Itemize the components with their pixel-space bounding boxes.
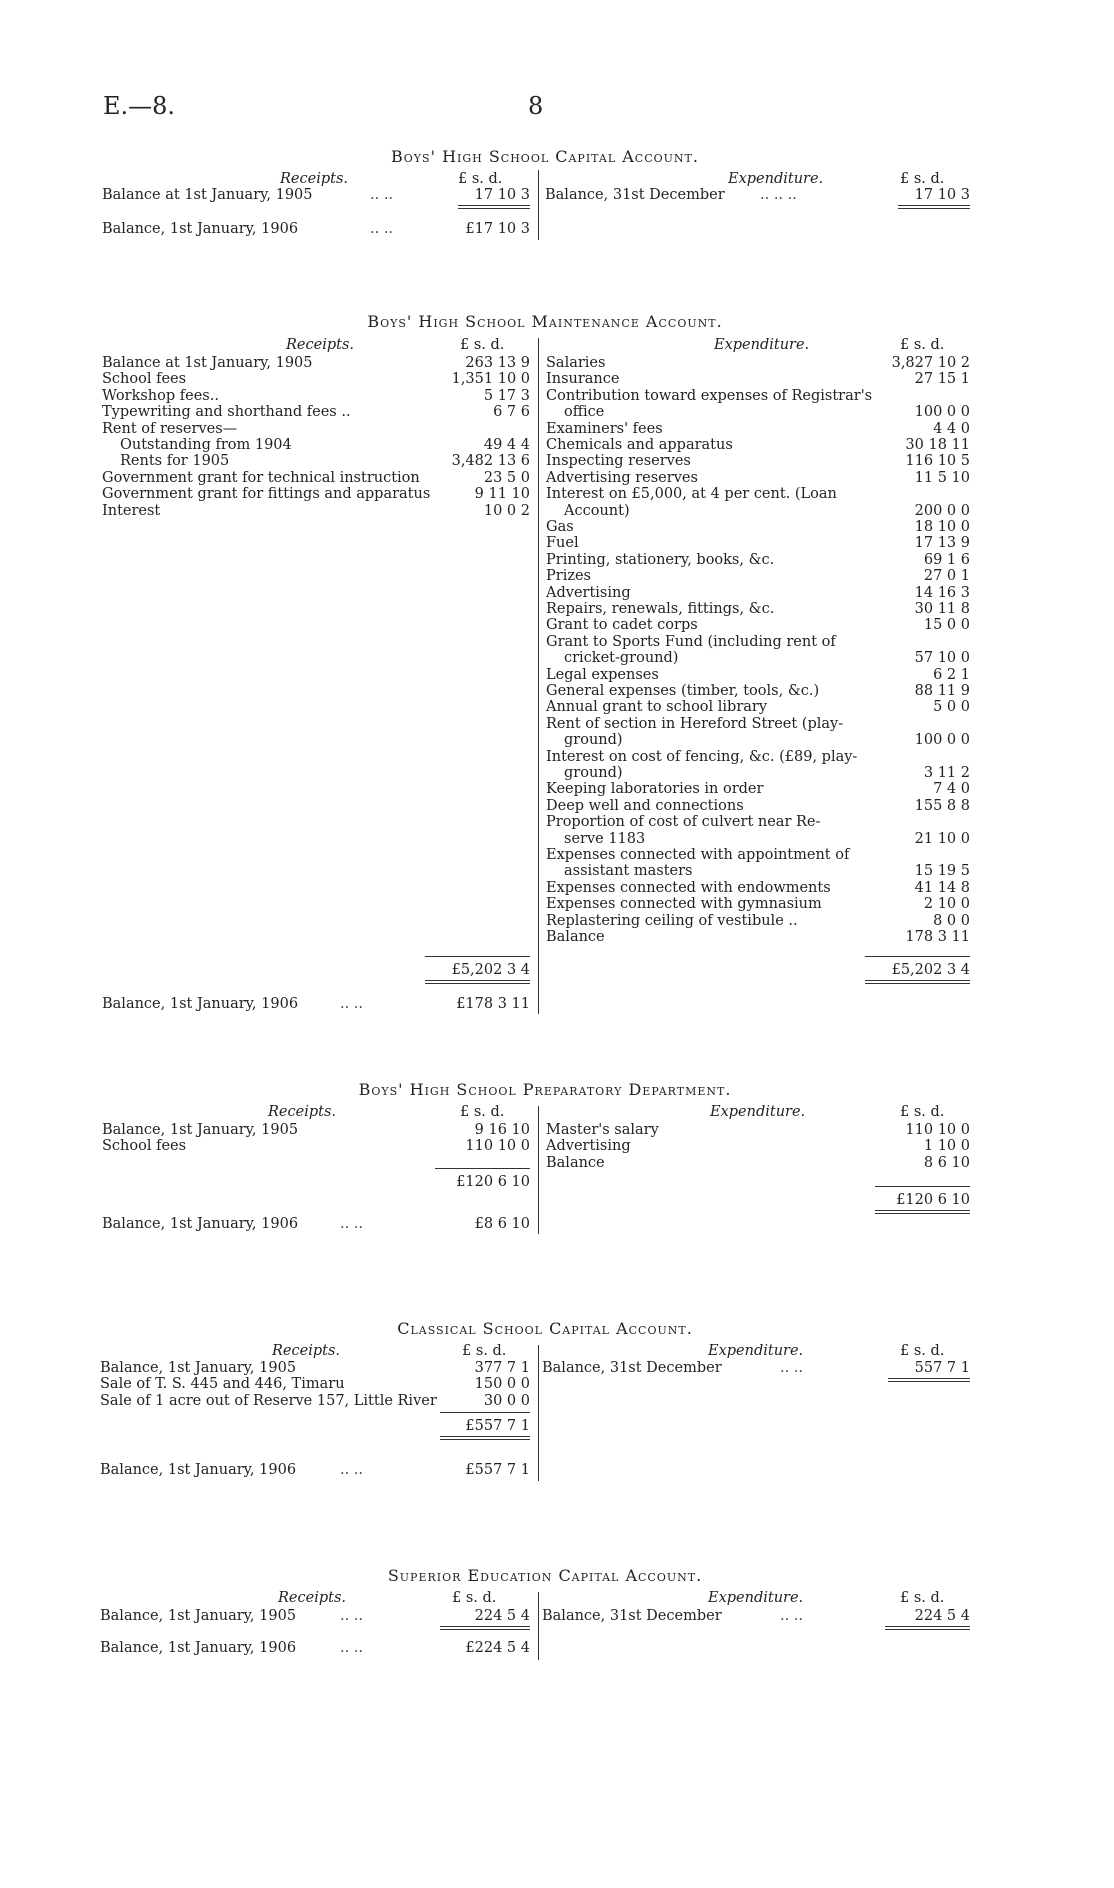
money-head: £ s. d. xyxy=(452,1590,497,1606)
receipt-row: Balance at 1st January, 1905 xyxy=(102,187,313,203)
ledger-label: Fuel xyxy=(546,535,579,552)
page-number: 8 xyxy=(528,92,544,120)
ledger-label: Chemicals and apparatus xyxy=(546,437,733,453)
leader-dots: .. .. xyxy=(780,1360,804,1376)
ledger-label: Government grant for fittings and apparatus xyxy=(102,486,431,503)
ledger-label: office xyxy=(564,404,605,421)
total-receipts: £5,202 3 4 xyxy=(451,962,530,978)
expenditure-head: Expenditure. xyxy=(708,1590,804,1606)
money-head: £ s. d. xyxy=(460,337,505,353)
total-rule xyxy=(898,205,970,209)
leader-dots: .. .. xyxy=(780,1608,804,1624)
closing-amount: £224 5 4 xyxy=(465,1640,530,1656)
expenditure-head: Expenditure. xyxy=(710,1104,806,1120)
ledger-amount: 11 5 10 xyxy=(914,469,970,486)
ledger-amount: 6 7 6 xyxy=(493,404,530,421)
ledger-amount: 10 0 2 xyxy=(483,502,530,519)
ledger-label: Keeping laboratories in order xyxy=(546,781,764,798)
ledger-amount: 27 15 1 xyxy=(914,371,970,388)
ledger-amount: 8 0 0 xyxy=(933,912,970,929)
expenditure-amount: 557 7 1 xyxy=(914,1360,970,1376)
ledger-amount: 200 0 0 xyxy=(914,502,970,519)
expenditure-row: Balance, 31st December xyxy=(545,187,725,203)
ledger-label: Examiners' fees xyxy=(546,420,663,437)
expenditure-amount: 224 5 4 xyxy=(914,1608,970,1624)
receipts-head: Receipts. xyxy=(268,1104,336,1120)
ledger-label: Insurance xyxy=(546,371,620,388)
ledger-label: Printing, stationery, books, &c. xyxy=(546,551,775,568)
ledger-label: Rent of section in Hereford Street (play- xyxy=(546,715,844,732)
closing-amount: £557 7 1 xyxy=(465,1462,530,1478)
ledger-amount: 1,351 10 0 xyxy=(451,371,530,388)
ledger-label: Balance xyxy=(546,929,605,945)
ledger-label: Contribution toward expenses of Registrar's xyxy=(546,387,873,404)
closing-amount: £8 6 10 xyxy=(474,1216,530,1232)
ledger-amount: 5 0 0 xyxy=(933,699,970,716)
ledger-label: Salaries xyxy=(546,355,606,371)
ledger-amount: 7 4 0 xyxy=(933,781,970,798)
column-divider xyxy=(538,1106,539,1234)
ledger-label: Grant to Sports Fund (including rent of xyxy=(546,633,836,650)
leader-dots: .. .. .. xyxy=(760,187,797,203)
ledger-amount: 150 0 0 xyxy=(474,1376,530,1393)
expenditure-head: Expenditure. xyxy=(708,1343,804,1359)
total-receipts: £120 6 10 xyxy=(456,1174,530,1190)
ledger-amount: 41 14 8 xyxy=(914,879,970,896)
ledger-label: Grant to cadet corps xyxy=(546,617,698,634)
ledger-amount: 9 16 10 xyxy=(474,1122,530,1138)
ledger-label: Expenses connected with endowments xyxy=(546,879,831,896)
closing-balance: Balance, 1st January, 1906 xyxy=(102,996,299,1012)
ledger-label: Deep well and connections xyxy=(546,797,744,814)
ledger-amount: 18 10 0 xyxy=(914,519,970,535)
ledger-amount: 155 8 8 xyxy=(914,797,970,814)
ledger-label: Expenses connected with gymnasium xyxy=(546,896,822,913)
expenditure-row: Balance, 31st December xyxy=(542,1360,722,1376)
closing-balance: Balance, 1st January, 1906 xyxy=(100,1462,297,1478)
ledger-amount: 110 10 0 xyxy=(465,1138,530,1155)
total-rule xyxy=(440,1626,530,1630)
subtotal-rule xyxy=(875,1186,970,1187)
ledger-amount: 30 0 0 xyxy=(483,1392,530,1409)
receipt-amount: 224 5 4 xyxy=(474,1608,530,1624)
ledger-label: Interest on cost of fencing, &c. (£89, play- xyxy=(546,748,858,765)
money-head: £ s. d. xyxy=(900,337,945,353)
ledger-label: Account) xyxy=(564,502,630,519)
ledger-amount: 27 0 1 xyxy=(923,568,970,585)
column-divider xyxy=(538,170,539,240)
page-series: E.—8. xyxy=(103,92,176,120)
money-head: £ s. d. xyxy=(462,1343,507,1359)
ledger-label: Interest xyxy=(102,502,161,519)
ledger-amount: 88 11 9 xyxy=(914,683,970,699)
column-divider xyxy=(538,1345,539,1481)
ledger-label: Balance at 1st January, 1905 xyxy=(102,355,313,371)
ledger-label: School fees xyxy=(102,371,187,388)
ledger-amount: 69 1 6 xyxy=(923,551,970,568)
title-capital: Boys' High School Capital Account. xyxy=(391,147,699,166)
closing-balance: Balance, 1st January, 1906 xyxy=(102,1216,299,1232)
ledger-label: Advertising xyxy=(546,1138,631,1155)
expenditure-row: Balance, 31st December xyxy=(542,1608,722,1624)
receipts-head: Receipts. xyxy=(278,1590,346,1606)
leader-dots: .. .. xyxy=(340,1462,364,1478)
ledger-label: Legal expenses xyxy=(546,666,659,683)
ledger-amount: 30 11 8 xyxy=(914,601,970,617)
money-head: £ s. d. xyxy=(458,171,503,187)
ledger-label: Balance xyxy=(546,1154,605,1171)
ledger-label: Master's salary xyxy=(546,1122,659,1138)
total-expenditure: £120 6 10 xyxy=(896,1192,970,1208)
leader-dots: .. .. xyxy=(340,1608,364,1624)
money-head: £ s. d. xyxy=(900,1343,945,1359)
ledger-label: Sale of 1 acre out of Reserve 157, Little River xyxy=(100,1392,437,1409)
total-rule xyxy=(865,980,970,984)
ledger-label: Typewriting and shorthand fees .. xyxy=(102,404,351,421)
ledger-amount: 15 19 5 xyxy=(914,863,970,880)
ledger-label: General expenses (timber, tools, &c.) xyxy=(546,683,820,699)
ledger-amount: 5 17 3 xyxy=(483,387,530,404)
subtotal-rule xyxy=(425,956,530,957)
ledger-amount: 6 2 1 xyxy=(933,666,970,683)
total-rule xyxy=(425,980,530,984)
ledger-amount: 57 10 0 xyxy=(914,650,970,667)
ledger-amount: 49 4 4 xyxy=(483,437,530,453)
ledger-label: Advertising reserves xyxy=(546,469,698,486)
closing-balance: Balance, 1st January, 1906 xyxy=(102,221,299,237)
ledger-amount: 110 10 0 xyxy=(905,1122,970,1138)
title-classical: Classical School Capital Account. xyxy=(397,1319,693,1338)
title-superior: Superior Education Capital Account. xyxy=(387,1566,703,1585)
money-head: £ s. d. xyxy=(900,1104,945,1120)
ledger-amount: 1 10 0 xyxy=(923,1138,970,1155)
ledger-amount: 2 10 0 xyxy=(923,896,970,913)
ledger-amount: 116 10 5 xyxy=(905,453,970,470)
ledger-label: Expenses connected with appointment of xyxy=(546,847,850,863)
ledger-amount: 178 3 11 xyxy=(905,929,970,945)
receipts-head: Receipts. xyxy=(272,1343,340,1359)
ledger-label: serve 1183 xyxy=(564,830,646,847)
expenditure-amount: 17 10 3 xyxy=(914,187,970,203)
subtotal-rule xyxy=(435,1168,530,1169)
closing-amount: £178 3 11 xyxy=(456,996,530,1012)
ledger-amount: 15 0 0 xyxy=(923,617,970,634)
ledger-amount: 14 16 3 xyxy=(914,584,970,601)
ledger-label: Prizes xyxy=(546,568,591,585)
ledger-label: Outstanding from 1904 xyxy=(120,437,292,453)
leader-dots: .. .. xyxy=(370,221,394,237)
ledger-label: ground) xyxy=(564,765,623,781)
closing-amount: £17 10 3 xyxy=(465,221,530,237)
subtotal-rule xyxy=(440,1412,530,1413)
title-maintenance: Boys' High School Maintenance Account. xyxy=(367,312,723,331)
column-divider xyxy=(538,338,539,1014)
ledger-amount: 30 18 11 xyxy=(905,437,970,453)
ledger-label: Replastering ceiling of vestibule .. xyxy=(546,912,798,929)
ledger-label: cricket-ground) xyxy=(564,650,679,667)
ledger-amount: 3,482 13 6 xyxy=(451,453,530,470)
total-rule xyxy=(875,1210,970,1214)
ledger-amount: 100 0 0 xyxy=(914,732,970,749)
ledger-amount: 21 10 0 xyxy=(914,830,970,847)
expenditure-head: Expenditure. xyxy=(714,337,810,353)
ledger-label: Balance, 1st January, 1905 xyxy=(102,1122,299,1138)
total-rule xyxy=(458,205,530,209)
ledger-label: Government grant for technical instruction xyxy=(102,469,420,486)
leader-dots: .. .. xyxy=(340,1216,364,1232)
total-rule xyxy=(888,1378,970,1382)
ledger-amount: 4 4 0 xyxy=(933,420,970,437)
ledger-amount: 3,827 10 2 xyxy=(891,355,970,371)
ledger-label: School fees xyxy=(102,1138,187,1155)
receipts-head: Receipts. xyxy=(280,171,348,187)
receipts-head: Receipts. xyxy=(286,337,354,353)
ledger-amount: 9 11 10 xyxy=(474,486,530,503)
ledger-amount: 17 13 9 xyxy=(914,535,970,552)
receipt-row: Balance, 1st January, 1905 xyxy=(100,1608,297,1624)
ledger-amount: 263 13 9 xyxy=(465,355,530,371)
ledger-amount: 23 5 0 xyxy=(483,469,530,486)
ledger-amount: 100 0 0 xyxy=(914,404,970,421)
ledger-label: Inspecting reserves xyxy=(546,453,691,470)
ledger-label: Balance, 1st January, 1905 xyxy=(100,1360,297,1376)
money-head: £ s. d. xyxy=(900,1590,945,1606)
total-receipts: £557 7 1 xyxy=(465,1418,530,1434)
ledger-label: Workshop fees.. xyxy=(102,387,219,404)
column-divider xyxy=(538,1592,539,1660)
receipt-amount: 17 10 3 xyxy=(474,187,530,203)
closing-balance: Balance, 1st January, 1906 xyxy=(100,1640,297,1656)
ledger-amount: 377 7 1 xyxy=(474,1360,530,1376)
leader-dots: .. .. xyxy=(340,996,364,1012)
ledger-label: Advertising xyxy=(546,584,631,601)
ledger-label: Rents for 1905 xyxy=(120,453,230,470)
ledger-label: Gas xyxy=(546,519,574,535)
ledger-label: Repairs, renewals, fittings, &c. xyxy=(546,601,775,617)
subtotal-rule xyxy=(865,956,970,957)
money-head: £ s. d. xyxy=(900,171,945,187)
money-head: £ s. d. xyxy=(460,1104,505,1120)
ledger-amount: 3 11 2 xyxy=(923,765,970,781)
ledger-label: Sale of T. S. 445 and 446, Timaru xyxy=(100,1376,345,1393)
ledger-label: Interest on £5,000, at 4 per cent. (Loan xyxy=(546,486,837,503)
ledger-label: ground) xyxy=(564,732,623,749)
total-rule xyxy=(440,1436,530,1440)
expenditure-head: Expenditure. xyxy=(728,171,824,187)
ledger-label: Annual grant to school library xyxy=(546,699,768,716)
leader-dots: .. .. xyxy=(340,1640,364,1656)
title-preparatory: Boys' High School Preparatory Department. xyxy=(358,1080,732,1099)
ledger-label: assistant masters xyxy=(564,863,693,880)
leader-dots: .. .. xyxy=(370,187,394,203)
ledger-amount: 8 6 10 xyxy=(923,1154,970,1171)
total-expenditure: £5,202 3 4 xyxy=(891,962,970,978)
total-rule xyxy=(885,1626,970,1630)
ledger-label: Rent of reserves— xyxy=(102,420,238,437)
ledger-label: Proportion of cost of culvert near Re- xyxy=(546,814,821,831)
